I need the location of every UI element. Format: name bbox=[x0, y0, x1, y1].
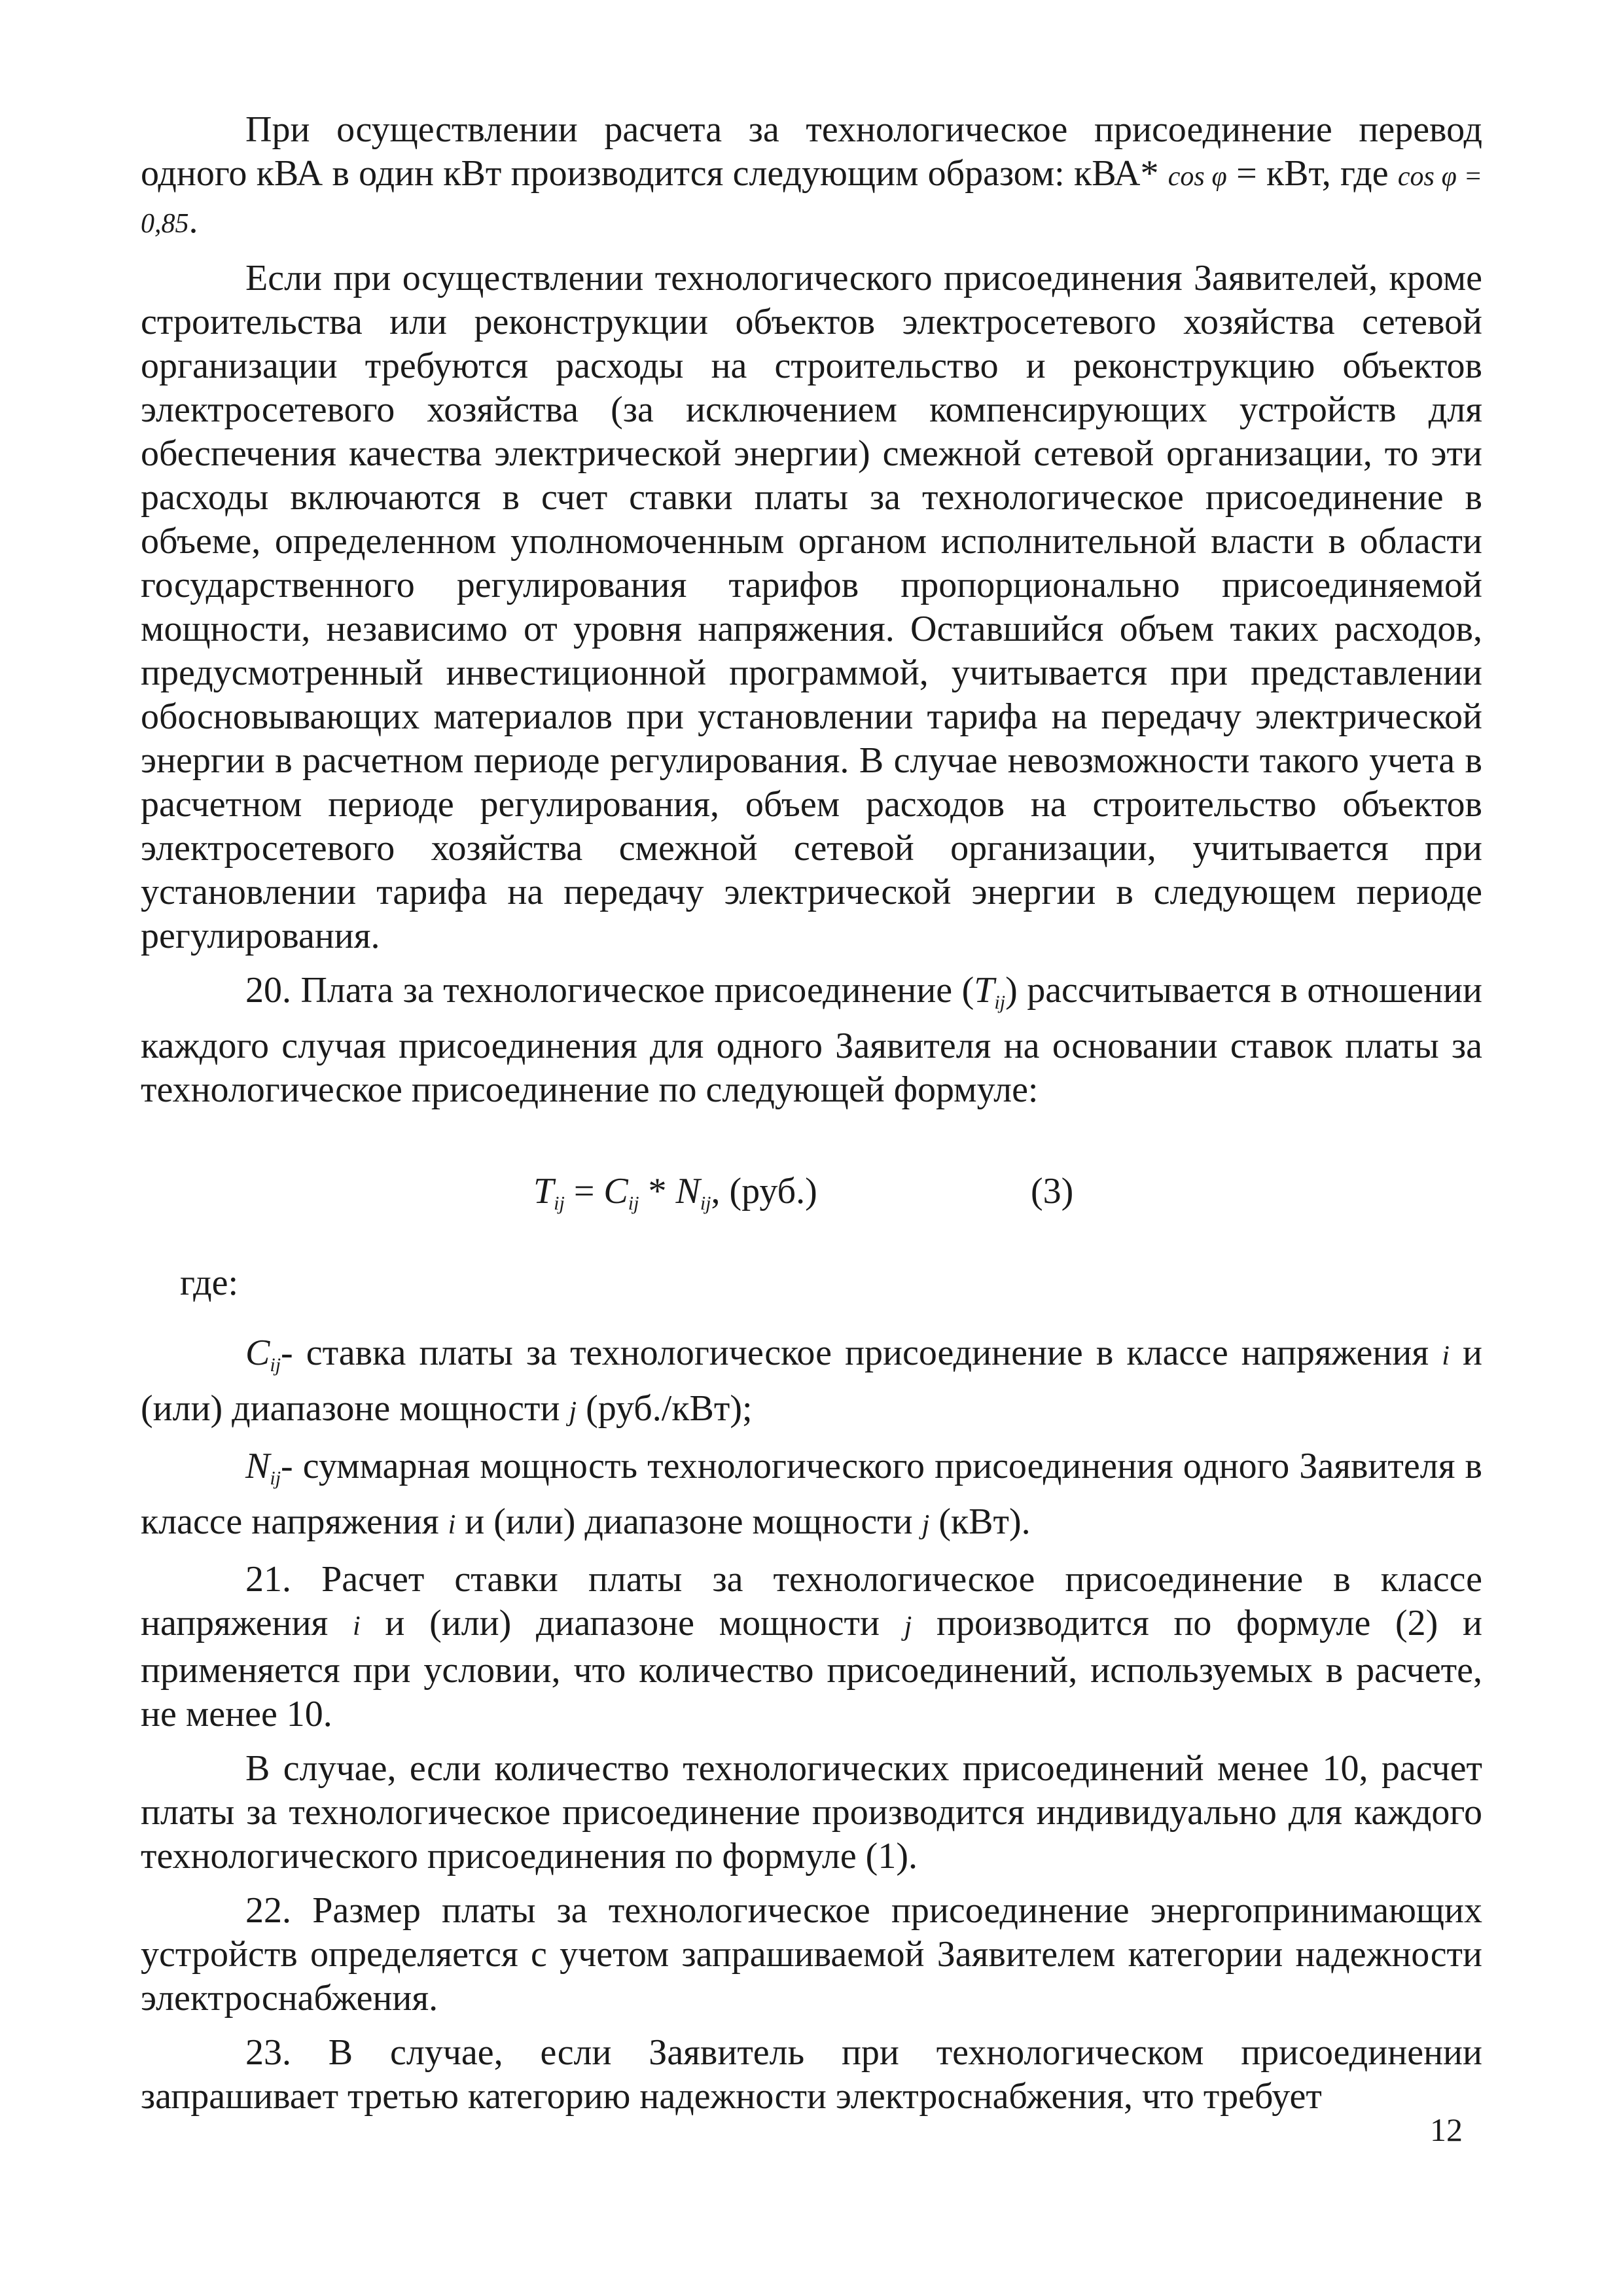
math-subscript: ij bbox=[628, 1193, 639, 1214]
math-i: i bbox=[1442, 1341, 1450, 1371]
formula-unit: , (руб.) bbox=[711, 1171, 817, 1211]
text-span: 21. Расчет ставки платы за технологическое присоединение в классе напряжения bbox=[141, 1559, 1482, 1643]
paragraph-kva-conversion bbox=[141, 108, 1482, 246]
math-subscript: ij bbox=[554, 1193, 565, 1214]
text-span: 20. Плата за технологическое присоединение ( bbox=[245, 970, 974, 1011]
math-C: C bbox=[603, 1171, 628, 1211]
math-N: N bbox=[245, 1446, 270, 1486]
where-label: где: bbox=[180, 1263, 239, 1303]
definition-N bbox=[141, 1444, 1482, 1547]
paragraph-21-continued: В случае, если количество технологических присоединений менее 10, расчет платы за технологическое присоединение производится индивидуально для каждого технологического присоединения по формуле (1). bbox=[141, 1748, 1482, 1876]
text-span: и (или) диапазоне мощности bbox=[455, 1501, 922, 1542]
math-subscript: ij bbox=[700, 1193, 711, 1214]
math-j: j bbox=[569, 1397, 577, 1427]
page-number: 12 bbox=[1430, 2111, 1463, 2148]
math-cos-phi: cos φ bbox=[1168, 162, 1227, 192]
math-subscript: ij bbox=[994, 992, 1006, 1013]
paragraph-adjacent-network-costs: Если при осуществлении технологического присоединения Заявителей, кроме строительства или реконструкции объектов электросетевого хозяйства сетевой организации требуются расходы на строительство и реконструкцию объектов электросетевого хозяйства (за исключением компенсирующих устройств для обеспечения качества электрической энергии) смежной сетевой организации, то эти расходы включаются в счет ставки платы за технологическое присоединение в объеме, определенном уполномоченным органом исполнительной власти в области государственного регулирования тарифов пропорционально присоединяемой мощности, независимо от уровня напряжения. Оставшийся объем таких расходов, предусмотренный инвестиционной программой, учитывается при представлении обосновывающих материалов при установлении тарифа на передачу электрической энергии в расчетном периоде регулирования. В случае невозможности такого учета в расчетном периоде регулирования, объем расходов на строительство объектов электросетевого хозяйства смежной сетевой организации, учитывается при установлении тарифа на передачу электрической энергии в следующем периоде регулирования. bbox=[141, 258, 1482, 956]
definition-C bbox=[141, 1331, 1482, 1434]
math-subscript: ij bbox=[270, 1354, 281, 1376]
math-C: C bbox=[245, 1333, 270, 1373]
document-body bbox=[141, 108, 1482, 2119]
text-span: - ставка платы за технологическое присоединение в классе напряжения bbox=[281, 1333, 1442, 1373]
text-span: производится по формуле (2) и применяется при условии, что количество присоединений, используемых в расчете, не менее 10. bbox=[141, 1603, 1483, 1734]
formula-expression bbox=[533, 1170, 817, 1225]
text-span: (руб./кВт); bbox=[577, 1388, 753, 1429]
math-T: T bbox=[533, 1171, 554, 1211]
paragraph-22: 22. Размер платы за технологическое присоединение энергопринимающих устройств определяется с учетом запрашиваемой Заявителем категории надежности электроснабжения. bbox=[141, 1890, 1482, 2018]
math-i: i bbox=[353, 1611, 361, 1641]
text-span: ) рассчитывается в отношении каждого случая присоединения для одного Заявителя на основании ставок платы за технологическое присоединение по следующей формуле: bbox=[141, 970, 1482, 1110]
text-span: = кВт, где bbox=[1226, 153, 1398, 194]
formula-number: (3) bbox=[1031, 1171, 1074, 1211]
text-span: - суммарная мощность технологического присоединения одного Заявителя в классе напряжения bbox=[141, 1446, 1482, 1542]
math-operator: = bbox=[564, 1171, 604, 1211]
math-T: T bbox=[974, 970, 995, 1011]
text-span: При осуществлении расчета за технологическое присоединение перевод одного кВА в один кВт производится следующим образом: кВА* bbox=[141, 109, 1482, 194]
text-span: и (или) диапазоне мощности bbox=[141, 1333, 1482, 1429]
paragraph-21 bbox=[141, 1558, 1482, 1736]
paragraph-23: 23. В случае, если Заявитель при технологическом присоединении запрашивает третью категорию надежности электроснабжения, что требует bbox=[141, 2032, 1482, 2117]
formula-3 bbox=[141, 1143, 1482, 1242]
math-j: j bbox=[904, 1611, 912, 1641]
math-cos-phi-value: cos φ = 0,85 bbox=[141, 162, 1482, 239]
math-N: N bbox=[675, 1171, 700, 1211]
text-span: . bbox=[188, 200, 198, 241]
paragraph-20 bbox=[141, 969, 1482, 1112]
math-j: j bbox=[921, 1510, 930, 1540]
text-span: и (или) диапазоне мощности bbox=[360, 1603, 904, 1643]
math-i: i bbox=[448, 1510, 456, 1540]
text-span: (кВт). bbox=[929, 1501, 1031, 1542]
math-operator: * bbox=[639, 1171, 676, 1211]
math-subscript: ij bbox=[270, 1467, 281, 1489]
